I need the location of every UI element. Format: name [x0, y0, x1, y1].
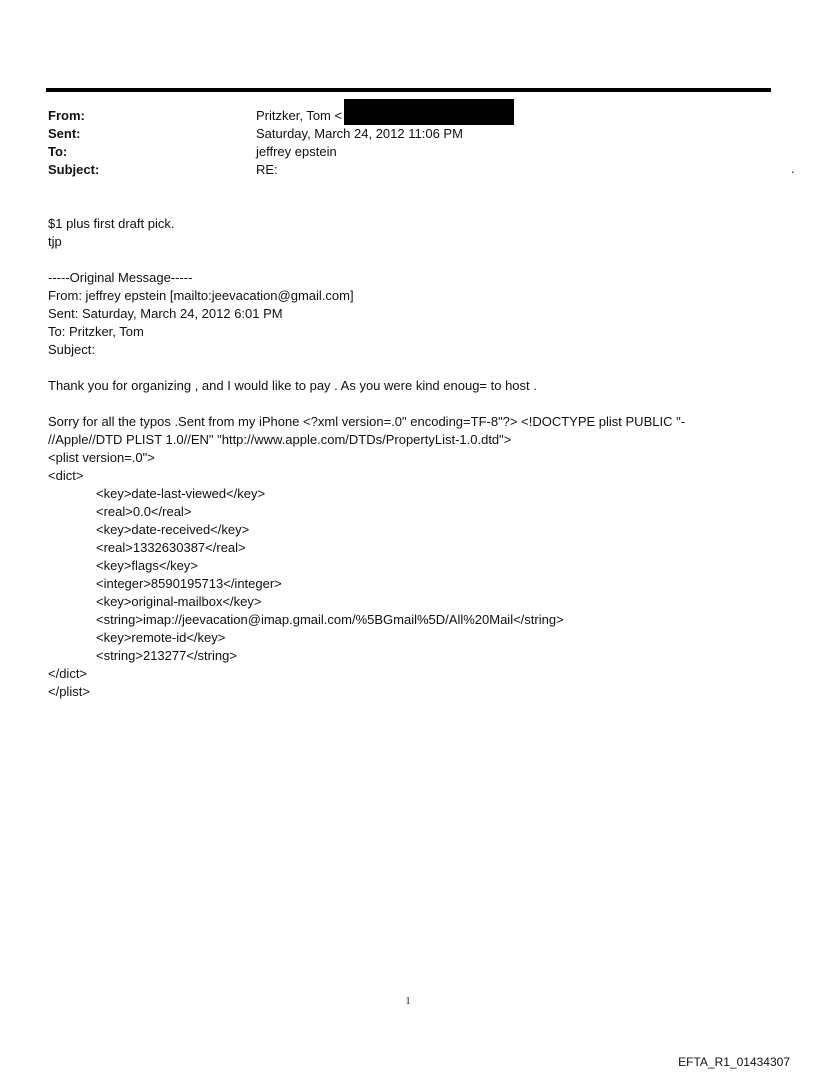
original-message: Thank you for organizing , and I would like to pay . As you were kind enoug= to host .: [48, 378, 537, 393]
signature-line-2: //Apple//DTD PLIST 1.0//EN" "http://www.apple.com/DTDs/PropertyList-1.0.dtd">: [48, 432, 512, 447]
to-row: [48, 143, 748, 161]
stray-mark: .: [791, 161, 795, 176]
redaction-block: [344, 99, 514, 125]
original-from: From: jeffrey epstein [mailto:jeevacation@gmail.com]: [48, 288, 354, 303]
plist-open: <plist version=.0">: [48, 450, 155, 465]
reply-line-1: $1 plus first draft pick.: [48, 216, 175, 231]
subject-value: RE:: [256, 162, 278, 177]
plist-item: <real>0.0</real>: [96, 504, 192, 519]
original-separator: -----Original Message-----: [48, 270, 193, 285]
plist-item: <string>imap://jeevacation@imap.gmail.com/%5BGmail%5D/All%20Mail</string>: [96, 612, 564, 627]
header-rule: [46, 88, 771, 92]
sent-row: [48, 125, 748, 143]
reply-signature: tjp: [48, 234, 62, 249]
subject-row: [48, 161, 748, 179]
plist-item: <integer>8590195713</integer>: [96, 576, 282, 591]
sent-label: Sent:: [48, 126, 81, 141]
plist-item: <key>date-received</key>: [96, 522, 250, 537]
plist-item: <key>remote-id</key>: [96, 630, 226, 645]
plist-item: <key>date-last-viewed</key>: [96, 486, 266, 501]
original-to: To: Pritzker, Tom: [48, 324, 144, 339]
plist-item: <string>213277</string>: [96, 648, 237, 663]
signature-line-1: Sorry for all the typos .Sent from my iPhone <?xml version=.0" encoding=TF-8"?> <!DOCTYPE plist PUBLIC "-: [48, 414, 686, 429]
dict-close: </dict>: [48, 666, 88, 681]
sent-value: Saturday, March 24, 2012 11:06 PM: [256, 126, 463, 141]
bates-number: EFTA_R1_01434307: [678, 1055, 790, 1069]
subject-label: Subject:: [48, 162, 100, 177]
page-number: 1: [405, 996, 411, 1007]
original-subject: Subject:: [48, 342, 95, 357]
from-label: From:: [48, 108, 85, 123]
from-value: [256, 107, 514, 125]
from-row: [48, 107, 748, 125]
original-sent: Sent: Saturday, March 24, 2012 6:01 PM: [48, 306, 283, 321]
plist-item: <key>flags</key>: [96, 558, 198, 573]
plist-close: </plist>: [48, 684, 90, 699]
to-value: jeffrey epstein: [256, 144, 337, 159]
to-label: To:: [48, 144, 68, 159]
plist-item: <real>1332630387</real>: [96, 540, 246, 555]
dict-open: <dict>: [48, 468, 84, 483]
plist-item: <key>original-mailbox</key>: [96, 594, 262, 609]
from-sender: Pritzker, Tom <: [256, 108, 343, 123]
